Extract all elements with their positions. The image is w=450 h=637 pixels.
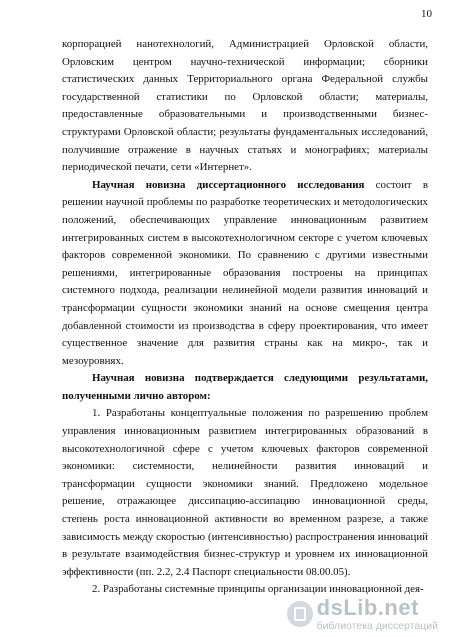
paragraph-sources: корпорацией нанотехнологий, Администрацией Орловской области, Орловским центром научно-технической информации; сборники статистических данных Территориального органа Федеральной службы государственной статистики по Орловской области; материалы, предоставленные образовательными и производственными бизнес-структурами Орловской области; результаты фундаментальных исследований, получившие отражение в научных статьях и монографиях; материалы периодической печати, сети «Интернет». <box>62 38 428 174</box>
document-icon <box>287 601 313 627</box>
paragraph-novelty <box>62 177 428 371</box>
site-watermark <box>287 594 438 632</box>
result-item-1: 1. Разработаны концептуальные положения по разрешению проблем управления инновационным развитием интегрированных образований в высокотехнологичной сфере с учетом ключевых факторов современной экономики: системности, нелинейности развития инноваций и трансформации сущности экономики знаний. Предложено модельное решение, отражающее диссипацию-ассипацию инновационной среды, степень роста инновационной активности во временном разрезе, а также зависимость между скоростью (интенсивностью) распространения инноваций в результате взаимодействия бизнес-структур и уровнем их инновационной эффективности (пп. 2.2, 2.4 Паспорт специальности 08.00.05). <box>62 407 428 578</box>
result-item-2: 2. Разработаны системные принципы организации инновационной дея- <box>92 583 424 596</box>
results-heading: Научная новизна подтверждается следующими результатами, полученными лично автором: <box>62 372 428 402</box>
novelty-lead: Научная новизна диссертационного исследования <box>92 178 365 191</box>
watermark-brand: dsLib.net <box>316 594 419 620</box>
novelty-text: состоит в решении научной проблемы по разработке теоретических и методологических положений, обеспечивающих управление инновационным развитием интегрированных систем в высокотехнологичном секторе с учетом ключевых факторов современной экономики. По сравнению с другими известными решениями, интегрированные образования построены на принципах системного подхода, реализации нелинейной модели развития инноваций и трансформации сущности экономики знаний на основе смещения центра добавленной стоимости из производства в сферу проектирования, что имеет существенное значение для развития страны как на микро-, так и мезоуровнях. <box>62 178 428 367</box>
watermark-text <box>316 594 438 632</box>
watermark-subtitle: библиотека диссертаций <box>316 619 438 632</box>
page-number: 10 <box>421 8 432 20</box>
document-body <box>62 36 428 599</box>
